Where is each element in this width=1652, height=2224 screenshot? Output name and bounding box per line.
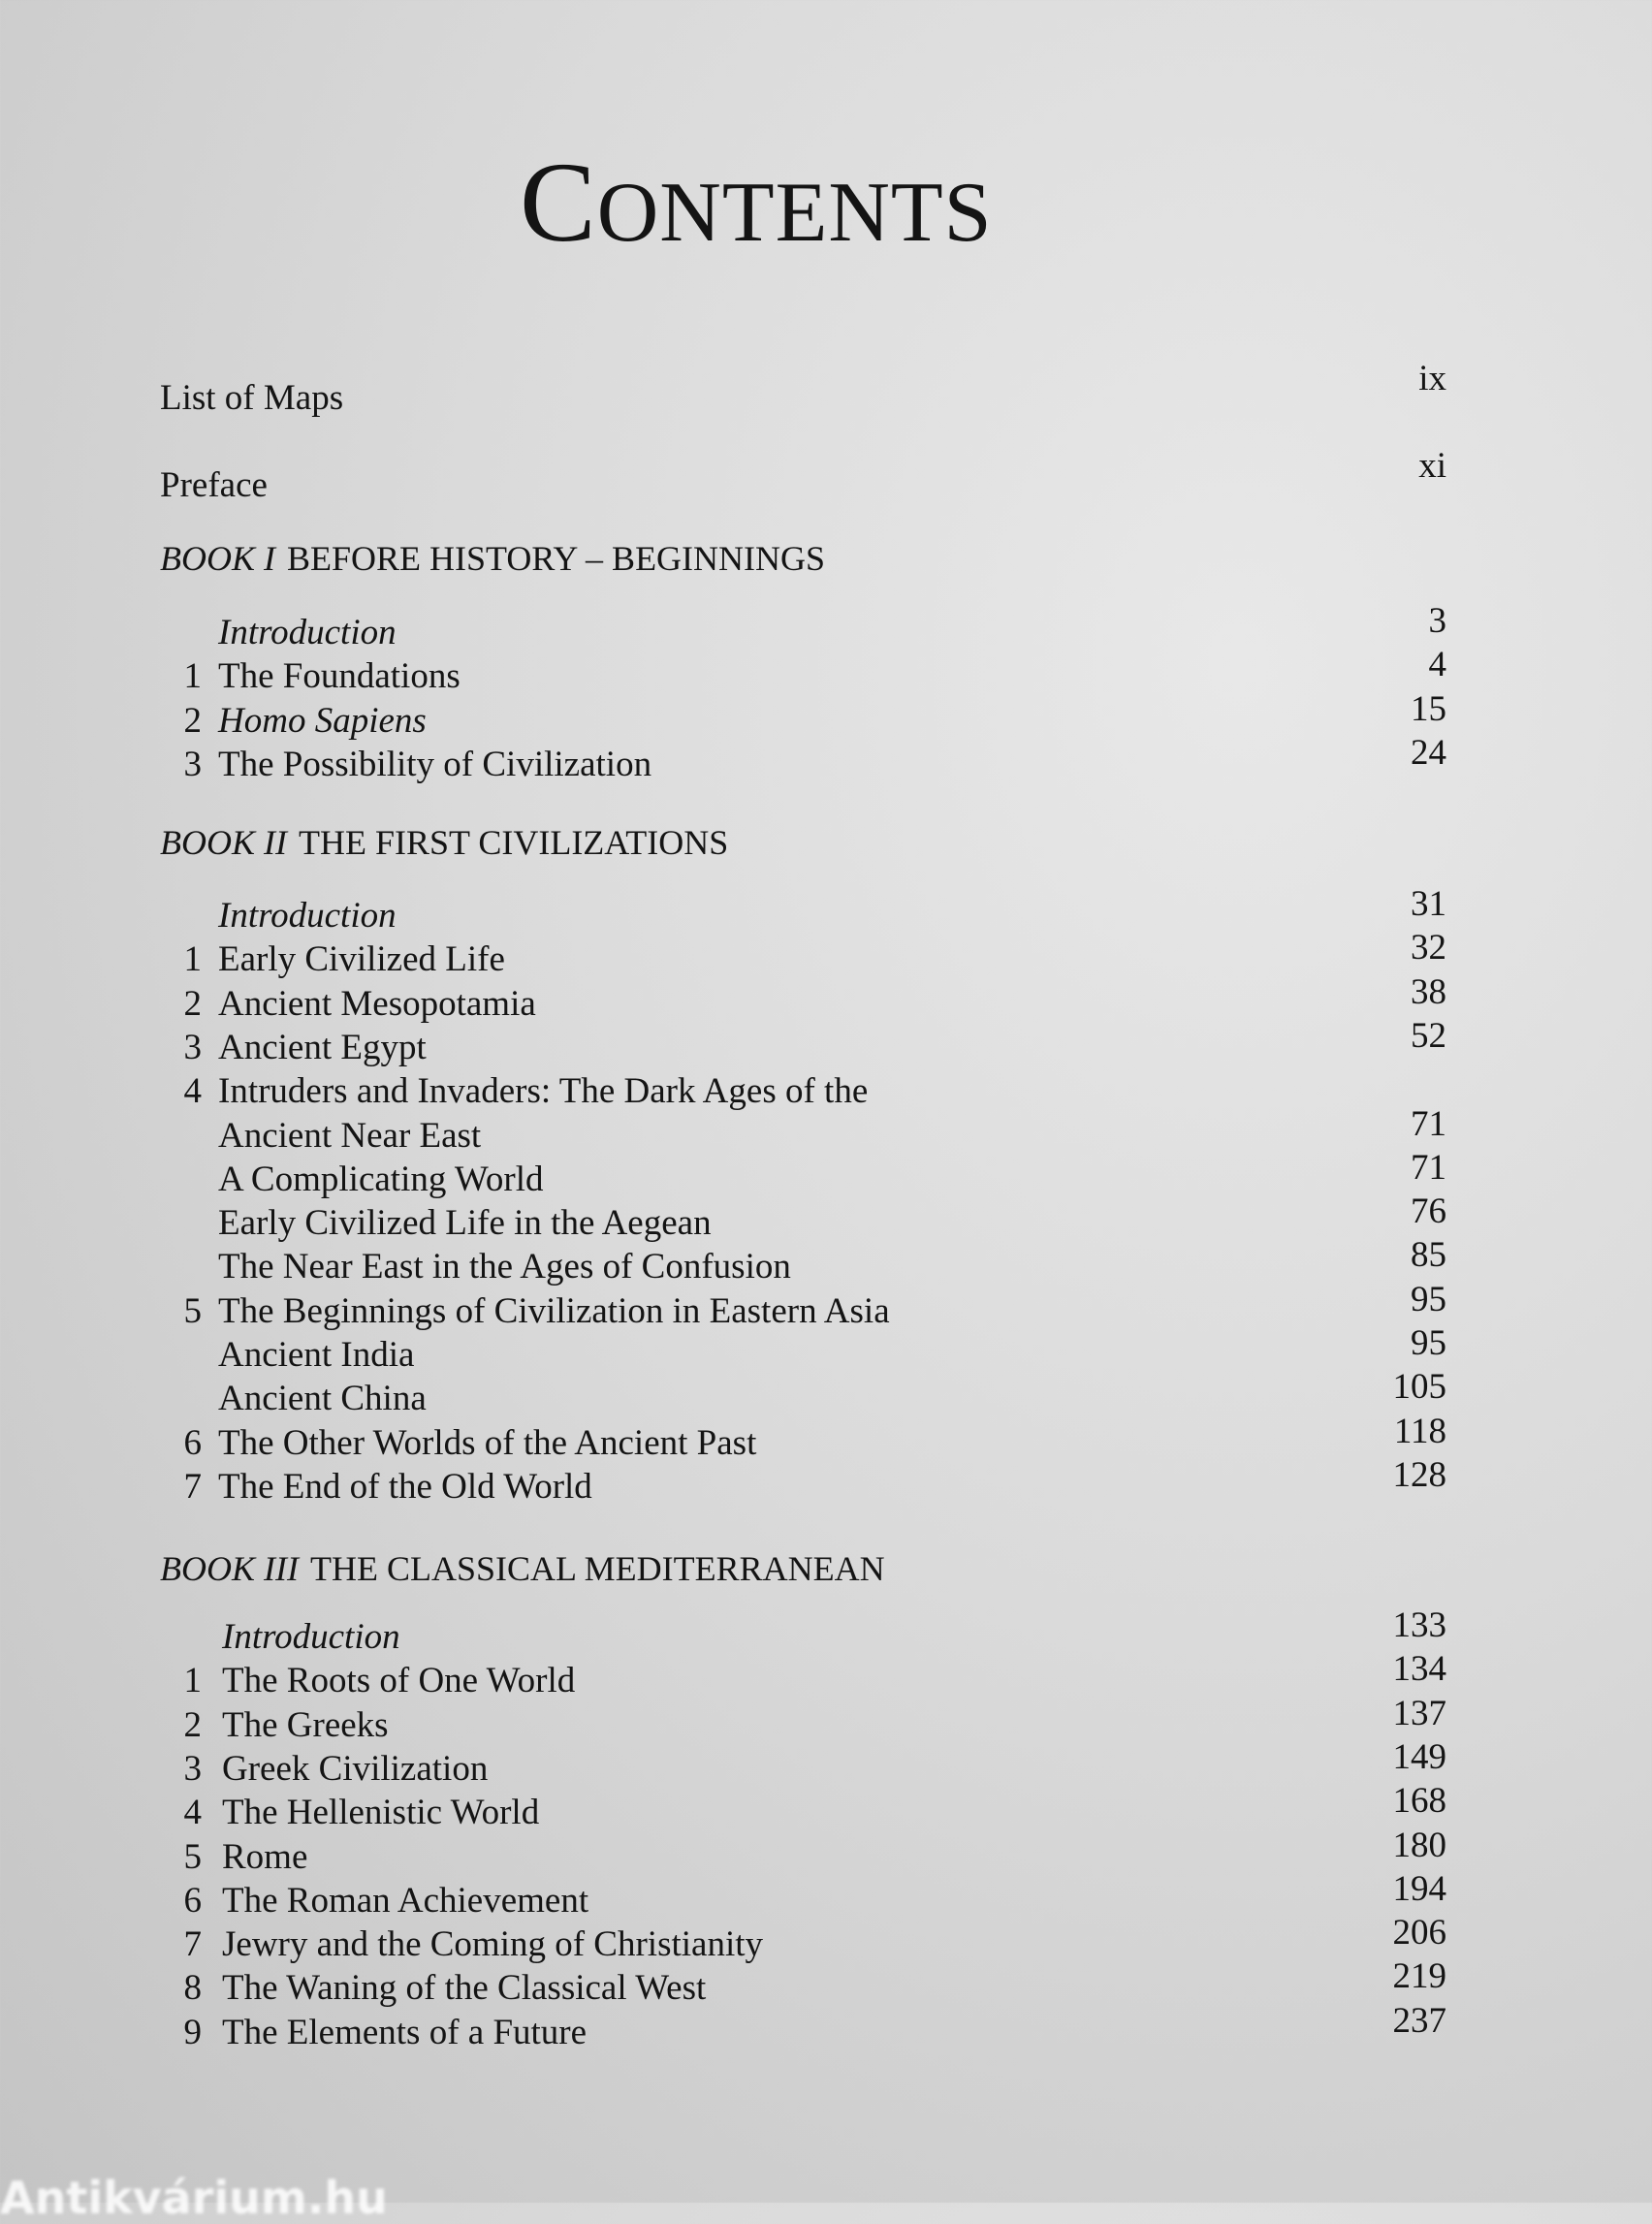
page-number: 149: [1392, 1736, 1446, 1777]
chapter-number: 4: [183, 1793, 202, 1833]
entry-label: Ancient India: [218, 1335, 415, 1375]
page-number: xi: [1418, 446, 1446, 486]
entry-label: The Greeks: [222, 1704, 389, 1745]
chapter-number: 8: [183, 1968, 202, 2009]
toc-entry[interactable]: [0, 2000, 1652, 2054]
entry-label: Introduction: [218, 613, 397, 652]
entry-label: Ancient China: [218, 1379, 427, 1419]
toc-entry[interactable]: [0, 601, 1652, 654]
toc-front-entry[interactable]: [0, 446, 1652, 507]
toc-front-entry[interactable]: [0, 359, 1652, 420]
chapter-number: 3: [183, 1027, 202, 1067]
entry-label: The Waning of the Classical West: [222, 1968, 707, 2009]
book-title: THE FIRST CIVILIZATIONS: [298, 823, 729, 862]
title-initial: C: [520, 139, 597, 266]
page-number: 118: [1393, 1411, 1446, 1451]
toc-entry[interactable]: [0, 732, 1652, 786]
page-number: 133: [1392, 1605, 1446, 1645]
chapter-number: 2: [183, 983, 202, 1024]
toc-entry[interactable]: [0, 1069, 1652, 1113]
entry-label: The End of the Old World: [218, 1466, 592, 1507]
page-number: 137: [1392, 1693, 1446, 1733]
page-number: 76: [1411, 1191, 1446, 1232]
entry-label: Homo Sapiens: [218, 700, 427, 741]
page-number: 206: [1392, 1913, 1446, 1954]
page-number: 71: [1411, 1103, 1446, 1144]
toc-entry[interactable]: [0, 884, 1652, 937]
entry-label: Jewry and the Coming of Christianity: [222, 1924, 764, 1965]
toc-entry[interactable]: [0, 1191, 1652, 1245]
chapter-number: 5: [183, 1290, 202, 1331]
page-number: 168: [1392, 1781, 1446, 1822]
entry-label: A Complicating World: [218, 1159, 544, 1199]
page-number: 105: [1392, 1367, 1446, 1408]
page-number: 32: [1411, 928, 1446, 969]
chapter-number: 1: [183, 656, 202, 697]
entry-label: Ancient Mesopotamia: [218, 983, 536, 1024]
book-title: THE CLASSICAL MEDITERRANEAN: [309, 1549, 885, 1588]
page-number: 219: [1392, 1956, 1446, 1997]
toc-entry[interactable]: [0, 1235, 1652, 1288]
chapter-number: 5: [183, 1836, 202, 1877]
chapter-number: 2: [183, 700, 202, 741]
entry-label: The Elements of a Future: [222, 2012, 588, 2052]
book-heading: [160, 1548, 885, 1589]
page-number: 180: [1392, 1825, 1446, 1865]
page-number: 3: [1428, 601, 1446, 641]
page-number: 194: [1392, 1868, 1446, 1909]
entry-label: Early Civilized Life in the Aegean: [218, 1203, 712, 1244]
chapter-number: 6: [183, 1422, 202, 1463]
page-number: 38: [1411, 971, 1446, 1012]
chapter-number: 1: [183, 1661, 202, 1701]
chapter-number: 7: [183, 1924, 202, 1965]
book-number: BOOK I: [160, 539, 275, 578]
page-number: 52: [1411, 1015, 1446, 1056]
entry-label: The Hellenistic World: [222, 1793, 540, 1833]
toc-entry[interactable]: [0, 645, 1652, 698]
book-heading: [160, 822, 728, 863]
toc-entry[interactable]: [0, 688, 1652, 743]
entry-label: The Possibility of Civilization: [218, 744, 652, 784]
entry-label: Introduction: [218, 896, 397, 936]
page-number: 95: [1411, 1279, 1446, 1319]
entry-label: Preface: [160, 465, 268, 505]
toc-entry[interactable]: [0, 1454, 1652, 1509]
page-number: 31: [1411, 884, 1446, 924]
page-number: 24: [1411, 732, 1446, 773]
chapter-number: 7: [183, 1466, 202, 1507]
watermark: Antikvárium.hu: [0, 2172, 388, 2224]
entry-label: Early Civilized Life: [218, 939, 505, 980]
page-number: 15: [1411, 688, 1446, 729]
entry-label: The Foundations: [218, 656, 461, 697]
book-title: BEFORE HISTORY – BEGINNINGS: [287, 539, 826, 578]
entry-label: Introduction: [222, 1617, 400, 1657]
page-title: [520, 139, 993, 266]
entry-label: Rome: [222, 1836, 308, 1877]
toc-entry[interactable]: [0, 971, 1652, 1026]
chapter-number: 6: [183, 1880, 202, 1921]
page-number: 4: [1428, 645, 1446, 685]
toc-entry[interactable]: [0, 928, 1652, 981]
page-number: 85: [1411, 1235, 1446, 1276]
page-number: 71: [1411, 1147, 1446, 1188]
title-rest: ONTENTS: [596, 166, 993, 260]
entry-label: Greek Civilization: [222, 1748, 489, 1789]
chapter-number: 3: [183, 1748, 202, 1789]
entry-label: List of Maps: [160, 378, 344, 418]
toc-entry[interactable]: [0, 1103, 1652, 1158]
chapter-number: 2: [183, 1704, 202, 1745]
entry-label: Intruders and Invaders: The Dark Ages of the: [218, 1071, 869, 1112]
book-number: BOOK II: [160, 823, 287, 862]
toc-entry[interactable]: [0, 1147, 1652, 1201]
toc-entry[interactable]: [0, 1015, 1652, 1069]
entry-label: The Roman Achievement: [222, 1880, 589, 1921]
chapter-number: 1: [183, 939, 202, 980]
entry-label: The Roots of One World: [222, 1661, 576, 1701]
toc-entry[interactable]: [0, 1279, 1652, 1333]
page-number: 128: [1392, 1454, 1446, 1495]
entry-label: The Other Worlds of the Ancient Past: [218, 1422, 757, 1463]
book-number: BOOK III: [160, 1549, 299, 1588]
chapter-number: 3: [183, 744, 202, 784]
page-number: 95: [1411, 1323, 1446, 1363]
entry-label: Ancient Near East: [218, 1115, 482, 1156]
chapter-number: 4: [183, 1071, 202, 1112]
entry-label: The Beginnings of Civilization in Eastern Asia: [218, 1290, 890, 1331]
entry-label: The Near East in the Ages of Confusion: [218, 1247, 791, 1287]
page-number: 134: [1392, 1649, 1446, 1690]
entry-label: Ancient Egypt: [218, 1027, 427, 1067]
chapter-number: 9: [183, 2012, 202, 2052]
page-number: 237: [1392, 2000, 1446, 2041]
page-number: ix: [1418, 359, 1446, 398]
book-heading: [160, 538, 825, 579]
